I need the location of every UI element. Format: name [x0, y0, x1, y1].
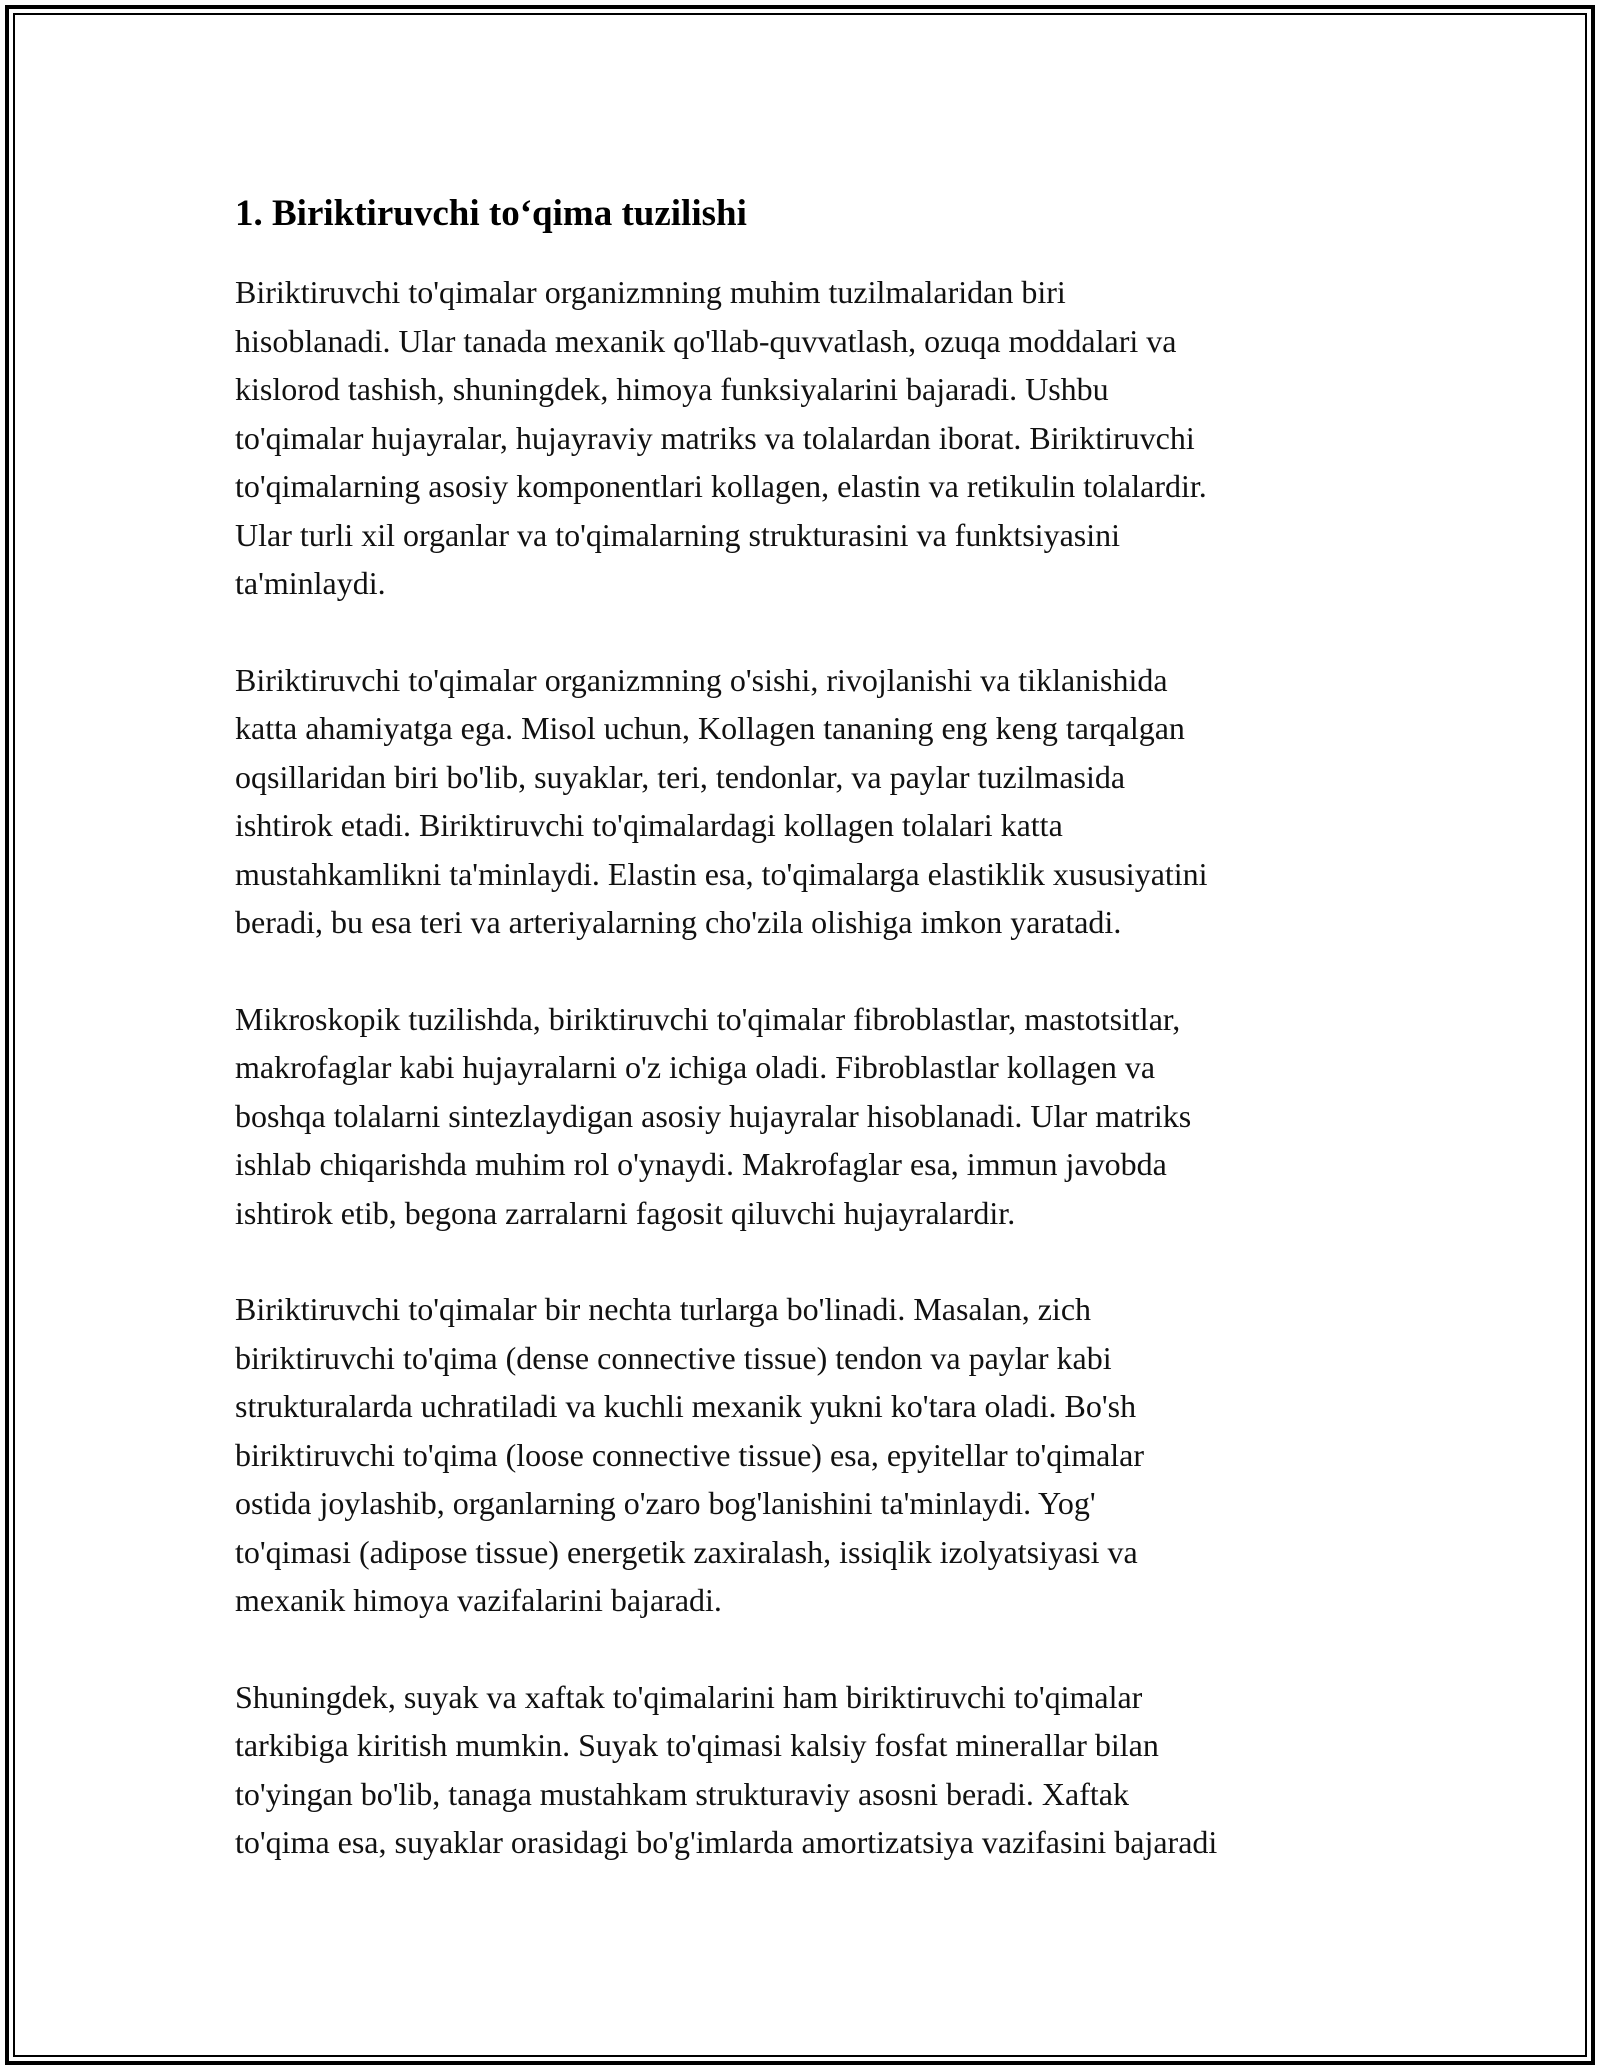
paragraph-line: hisoblanadi. Ular tanada mexanik qo'llab-quvvatlash, ozuqa moddalari va: [235, 322, 1177, 359]
paragraph-line: makrofaglar kabi hujayralarni o'z ichiga oladi. Fibroblastlar kollagen va: [235, 1049, 1156, 1085]
paragraph-line: Mikroskopik tuzilishda, biriktiruvchi to'qimalar fibroblastlar, mastotsitlar,: [235, 1000, 1181, 1037]
paragraph-line: Ular turli xil organlar va to'qimalarning strukturasini va funktsiyasini: [235, 516, 1120, 553]
paragraph-line: oqsillaridan biri bo'lib, suyaklar, teri, tendonlar, va paylar tuzilmasida: [235, 758, 1126, 795]
paragraph-line: to'qimalarning asosiy komponentlari kollagen, elastin va retikulin tolalardir.: [235, 468, 1207, 504]
paragraph: [235, 995, 1375, 1238]
paragraph-line: Biriktiruvchi to'qimalar organizmning muhim tuzilmalaridan biri: [235, 274, 1066, 310]
paragraph-line: ishlab chiqarishda muhim rol o'ynaydi. Makrofaglar esa, immun javobda: [235, 1146, 1167, 1182]
paragraph-line: to'qima esa, suyaklar orasidagi bo'g'imlarda amortizatsiya vazifasini bajaradi: [235, 1824, 1218, 1860]
paragraph-line: biriktiruvchi to'qima (loose connective tissue) esa, epyitellar to'qimalar: [235, 1436, 1145, 1473]
paragraph-line: kislorod tashish, shuningdek, himoya funksiyalarini bajaradi. Ushbu: [235, 371, 1109, 407]
paragraph-line: katta ahamiyatga ega. Misol uchun, Kollagen tananing eng keng tarqalgan: [235, 710, 1185, 746]
paragraph: [235, 1285, 1375, 1625]
paragraph-line: Biriktiruvchi to'qimalar bir nechta turlarga bo'linadi. Masalan, zich: [235, 1291, 1092, 1327]
paragraph-line: to'qimalar hujayralar, hujayraviy matriks va tolalardan iborat. Biriktiruvchi: [235, 419, 1195, 456]
document-body: [235, 186, 1375, 1915]
paragraph: [235, 656, 1375, 947]
paragraph-line: beradi, bu esa teri va arteriyalarning cho'zila olishiga imkon yaratadi.: [235, 904, 1122, 940]
paragraph-line: ishtirok etadi. Biriktiruvchi to'qimalardagi kollagen tolalari katta: [235, 807, 1063, 843]
paragraph-line: to'yingan bo'lib, tanaga mustahkam strukturaviy asosni beradi. Xaftak: [235, 1775, 1129, 1812]
paragraph-line: mustahkamlikni ta'minlaydi. Elastin esa, to'qimalarga elastiklik xususiyatini: [235, 855, 1208, 892]
paragraph: [235, 1673, 1375, 1867]
paragraph-line: biriktiruvchi to'qima (dense connective tissue) tendon va paylar kabi: [235, 1339, 1112, 1376]
paragraph-line: ta'minlaydi.: [235, 565, 386, 601]
paragraph: [235, 268, 1375, 608]
section-heading: 1. Biriktiruvchi to‘qima tuzilishi: [235, 193, 747, 234]
paragraph-line: strukturalarda uchratiladi va kuchli mexanik yukni ko'tara oladi. Bo'sh: [235, 1388, 1137, 1424]
paragraph-line: Biriktiruvchi to'qimalar organizmning o'sishi, rivojlanishi va tiklanishida: [235, 661, 1168, 698]
paragraph-line: to'qimasi (adipose tissue) energetik zaxiralash, issiqlik izolyatsiyasi va: [235, 1533, 1138, 1570]
paragraph-line: tarkibiga kiritish mumkin. Suyak to'qimasi kalsiy fosfat minerallar bilan: [235, 1727, 1159, 1763]
paragraph-line: ostida joylashib, organlarning o'zaro bog'lanishini ta'minlaydi. Yog': [235, 1485, 1096, 1521]
paragraph-line: boshqa tolalarni sintezlaydigan asosiy hujayralar hisoblanadi. Ular matriks: [235, 1097, 1192, 1134]
paragraph-line: mexanik himoya vazifalarini bajaradi.: [235, 1582, 722, 1618]
paragraph-line: Shuningdek, suyak va xaftak to'qimalarini ham biriktiruvchi to'qimalar: [235, 1678, 1143, 1715]
paragraph-line: ishtirok etib, begona zarralarni fagosit qiluvchi hujayralardir.: [235, 1194, 1016, 1231]
